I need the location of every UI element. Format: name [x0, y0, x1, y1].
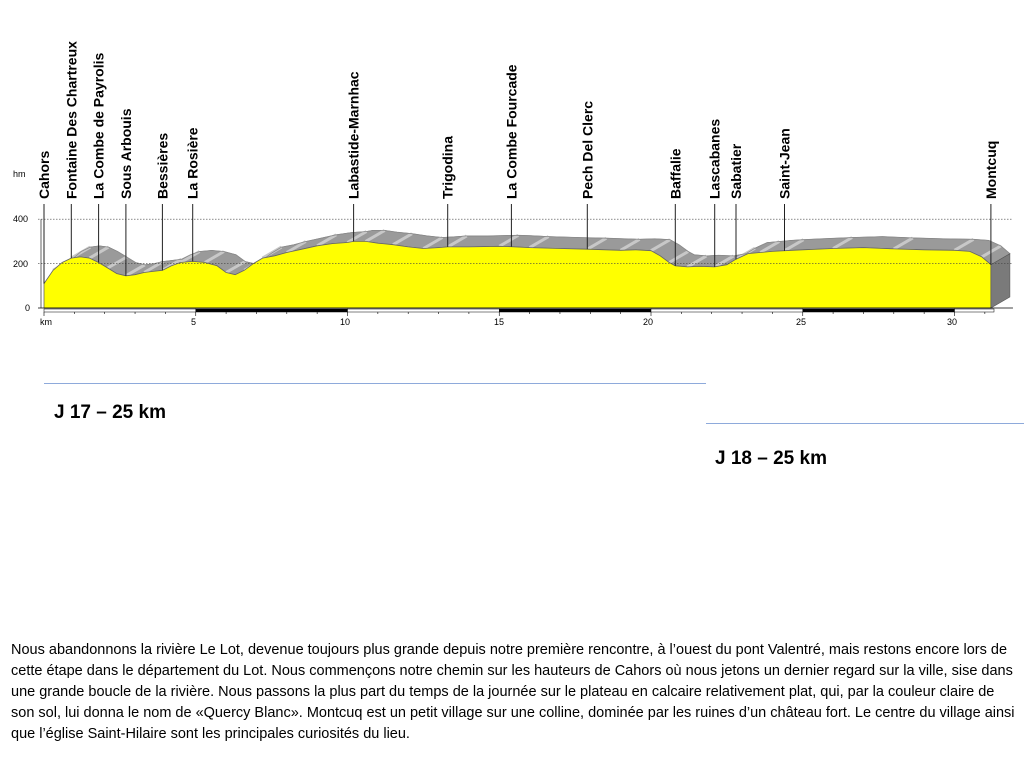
x-axis-unit-label: km	[40, 317, 52, 327]
place-label: Cahors	[36, 150, 52, 199]
km-scale-segment	[196, 309, 348, 312]
place-label: Fontaine Des Chartreux	[63, 41, 80, 199]
km-scale-segment	[803, 309, 955, 312]
place-label: La Combe Fourcade	[503, 64, 520, 199]
terrain-elevation-area	[44, 241, 991, 308]
y-tick-label-200: 200	[13, 259, 29, 269]
x-tick-label-10: 10	[340, 317, 351, 327]
x-tick-label-5: 5	[191, 317, 197, 327]
place-label: Montcuq	[982, 140, 999, 199]
elevation-profile-chart	[0, 0, 1024, 340]
x-tick-label-30: 30	[947, 317, 958, 327]
stage-divider-j18	[706, 423, 1024, 424]
km-scale-segment	[651, 309, 803, 312]
y-tick-label-400: 400	[13, 214, 29, 224]
y-axis-unit-label: hm	[13, 169, 26, 179]
place-label: Trigodina	[439, 136, 456, 199]
stage-description: Nous abandonnons la rivière Le Lot, devenue toujours plus grande depuis notre première rencontre, à l’ouest du pont Valentré, mais restons encore lors de cette étape dans le département du Lot. Nous commençons notre chemin sur les hauteurs de Cahors où nous jetons un dernier regard sur la ville, sise dans une grande boucle de la rivière. Nous passons la plus part du temps de la journée sur le plateau en calcaire relativement plat, qui, par la couleur claire de son sol, lui donna le nom de «Quercy Blanc». Montcuq est un petit village sur une colline, dominée par les ruines d’un château fort. Le centre du village ainsi que l’église Saint-Hilaire sont les principales curiosités du lieu.	[11, 642, 1015, 742]
place-label: La Rosière	[184, 127, 201, 199]
x-tick-label-20: 20	[643, 317, 654, 327]
place-label: Baffalie	[667, 148, 684, 199]
km-scale-segment	[955, 309, 995, 312]
stage-title-j18: J 18 – 25 km	[715, 448, 827, 469]
place-label: Sabatier	[728, 143, 744, 199]
stage-title-j17: J 17 – 25 km	[54, 402, 166, 423]
y-tick-label-0: 0	[25, 303, 31, 313]
place-label: Lascabanes	[706, 118, 723, 199]
place-label: La Combe de Payrolis	[90, 52, 107, 199]
km-scale-segment	[499, 309, 651, 312]
place-label: Pech Del Clerc	[579, 100, 596, 199]
place-label: Labastide-Marnhac	[345, 71, 362, 199]
x-tick-label-15: 15	[494, 317, 505, 327]
km-scale-segment	[348, 309, 500, 312]
km-scale-segment	[44, 309, 196, 312]
place-label: Bessières	[154, 132, 171, 199]
stage-divider-j17	[44, 383, 706, 384]
place-label: Sous Arbouis	[117, 108, 134, 199]
place-label: Saint-Jean	[776, 128, 793, 199]
x-tick-label-25: 25	[796, 317, 807, 327]
